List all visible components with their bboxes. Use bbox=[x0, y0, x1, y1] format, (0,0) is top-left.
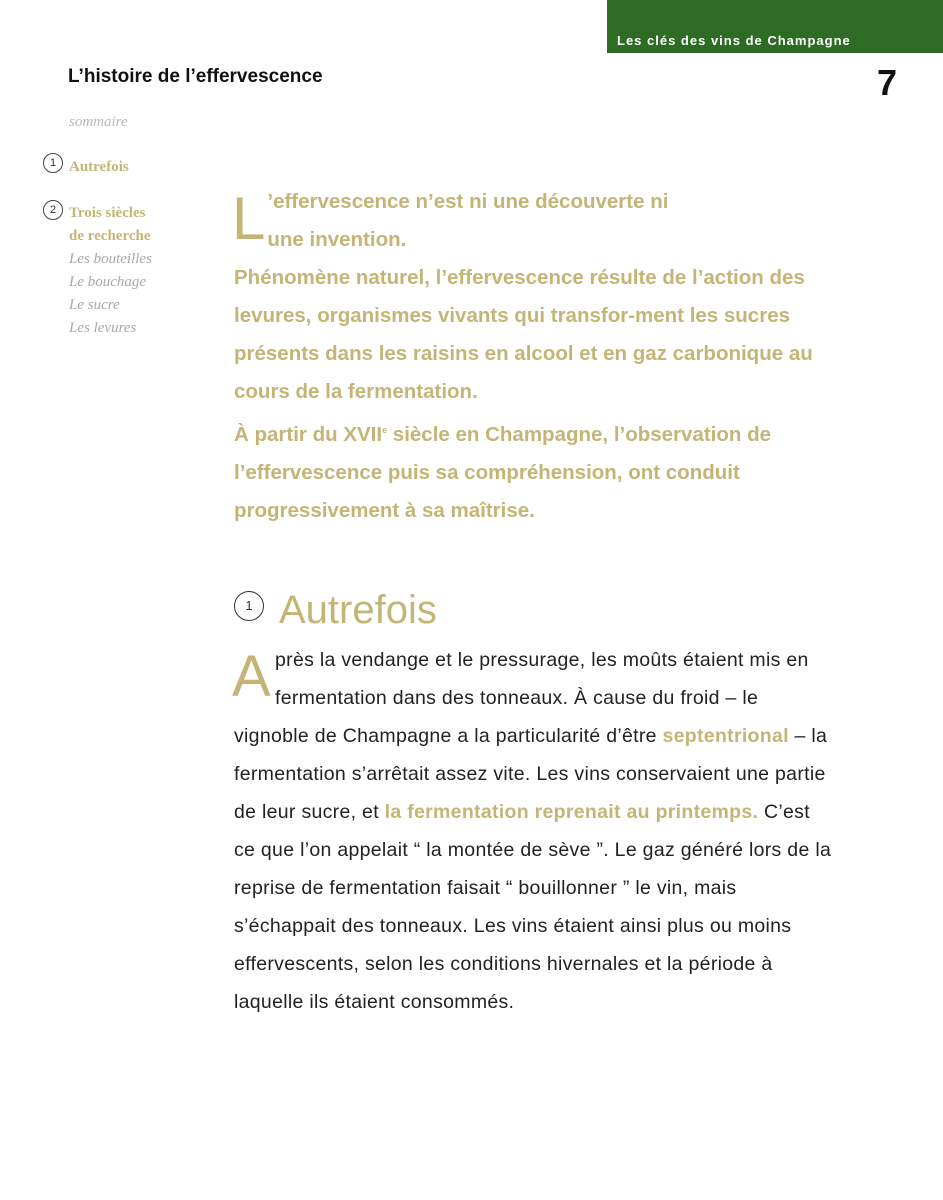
body-text-2: – la fermentation s’arrêtait assez vite. Les vins conservaient une partie de leur sucre, et bbox=[234, 725, 828, 823]
toc-sub-bouteilles[interactable]: Les bouteilles bbox=[69, 251, 152, 267]
intro-paragraph bbox=[234, 183, 834, 530]
section-title: Autrefois bbox=[279, 588, 437, 632]
intro-line2: une invention. bbox=[267, 228, 407, 251]
intro-text: Phénomène naturel, l’effervescence résulte de l’action des levures, organismes vivants qui transfor-ment les sucres présents dans les raisins en alcool et en gaz carbonique au cours de la fermentation. bbox=[234, 266, 813, 403]
intro-century-prefix: À partir du XVII bbox=[234, 422, 383, 446]
header-band bbox=[607, 0, 943, 53]
intro-line1: ’effervescence n’est ni une découverte ni bbox=[267, 190, 669, 213]
toc-number-1: 1 bbox=[43, 153, 63, 173]
document-title: L’histoire de l’effervescence bbox=[68, 66, 323, 87]
toc-entry-label: Autrefois bbox=[69, 159, 129, 175]
body-text-3: C’est ce que l’on appelait “ la montée de sève ”. Le gaz généré lors de la reprise de fermentation faisait “ bouillonner ” le vin, mais s’échappait des tonneaux. Les vins étaient ainsi plus ou moins effervescents, selon les conditions hivernales et la période à laquelle ils étaient consommés. bbox=[234, 801, 832, 1013]
toc-entry-trois-siecles[interactable] bbox=[69, 202, 151, 248]
body-text-1: près la vendange et le pressurage, les moûts étaient mis en fermentation dans des tonneaux. À cause du froid – le vignoble de Champagne a la particularité d’être bbox=[234, 649, 809, 747]
body-dropcap: A bbox=[232, 644, 271, 709]
toc-entry-label: de recherche bbox=[69, 228, 151, 244]
intro-century-rest: siècle en Champagne, l’observation de l’effervescence puis sa compréhension, ont conduit progressivement à sa maîtrise. bbox=[234, 422, 772, 522]
highlight-fermentation: la fermentation reprenait au printemps. bbox=[384, 801, 759, 823]
sommaire-label: sommaire bbox=[69, 114, 128, 130]
toc-number-2: 2 bbox=[43, 200, 63, 220]
header-band-text: Les clés des vins de Champagne bbox=[617, 33, 851, 48]
highlight-septentrional: septentrional bbox=[662, 725, 789, 747]
page-number: 7 bbox=[877, 62, 898, 103]
toc-entry-label: Trois siècles bbox=[69, 205, 146, 221]
section-number-circle: 1 bbox=[234, 591, 264, 621]
toc-sub-bouchage[interactable]: Le bouchage bbox=[69, 274, 147, 290]
section-body bbox=[234, 641, 834, 1021]
toc-sub-levures[interactable]: Les levures bbox=[69, 320, 137, 336]
toc-entry-autrefois[interactable] bbox=[69, 156, 129, 179]
intro-dropcap: L bbox=[232, 185, 266, 252]
toc-sub-sucre[interactable]: Le sucre bbox=[69, 297, 120, 313]
intro-century-sup: e bbox=[382, 425, 388, 435]
